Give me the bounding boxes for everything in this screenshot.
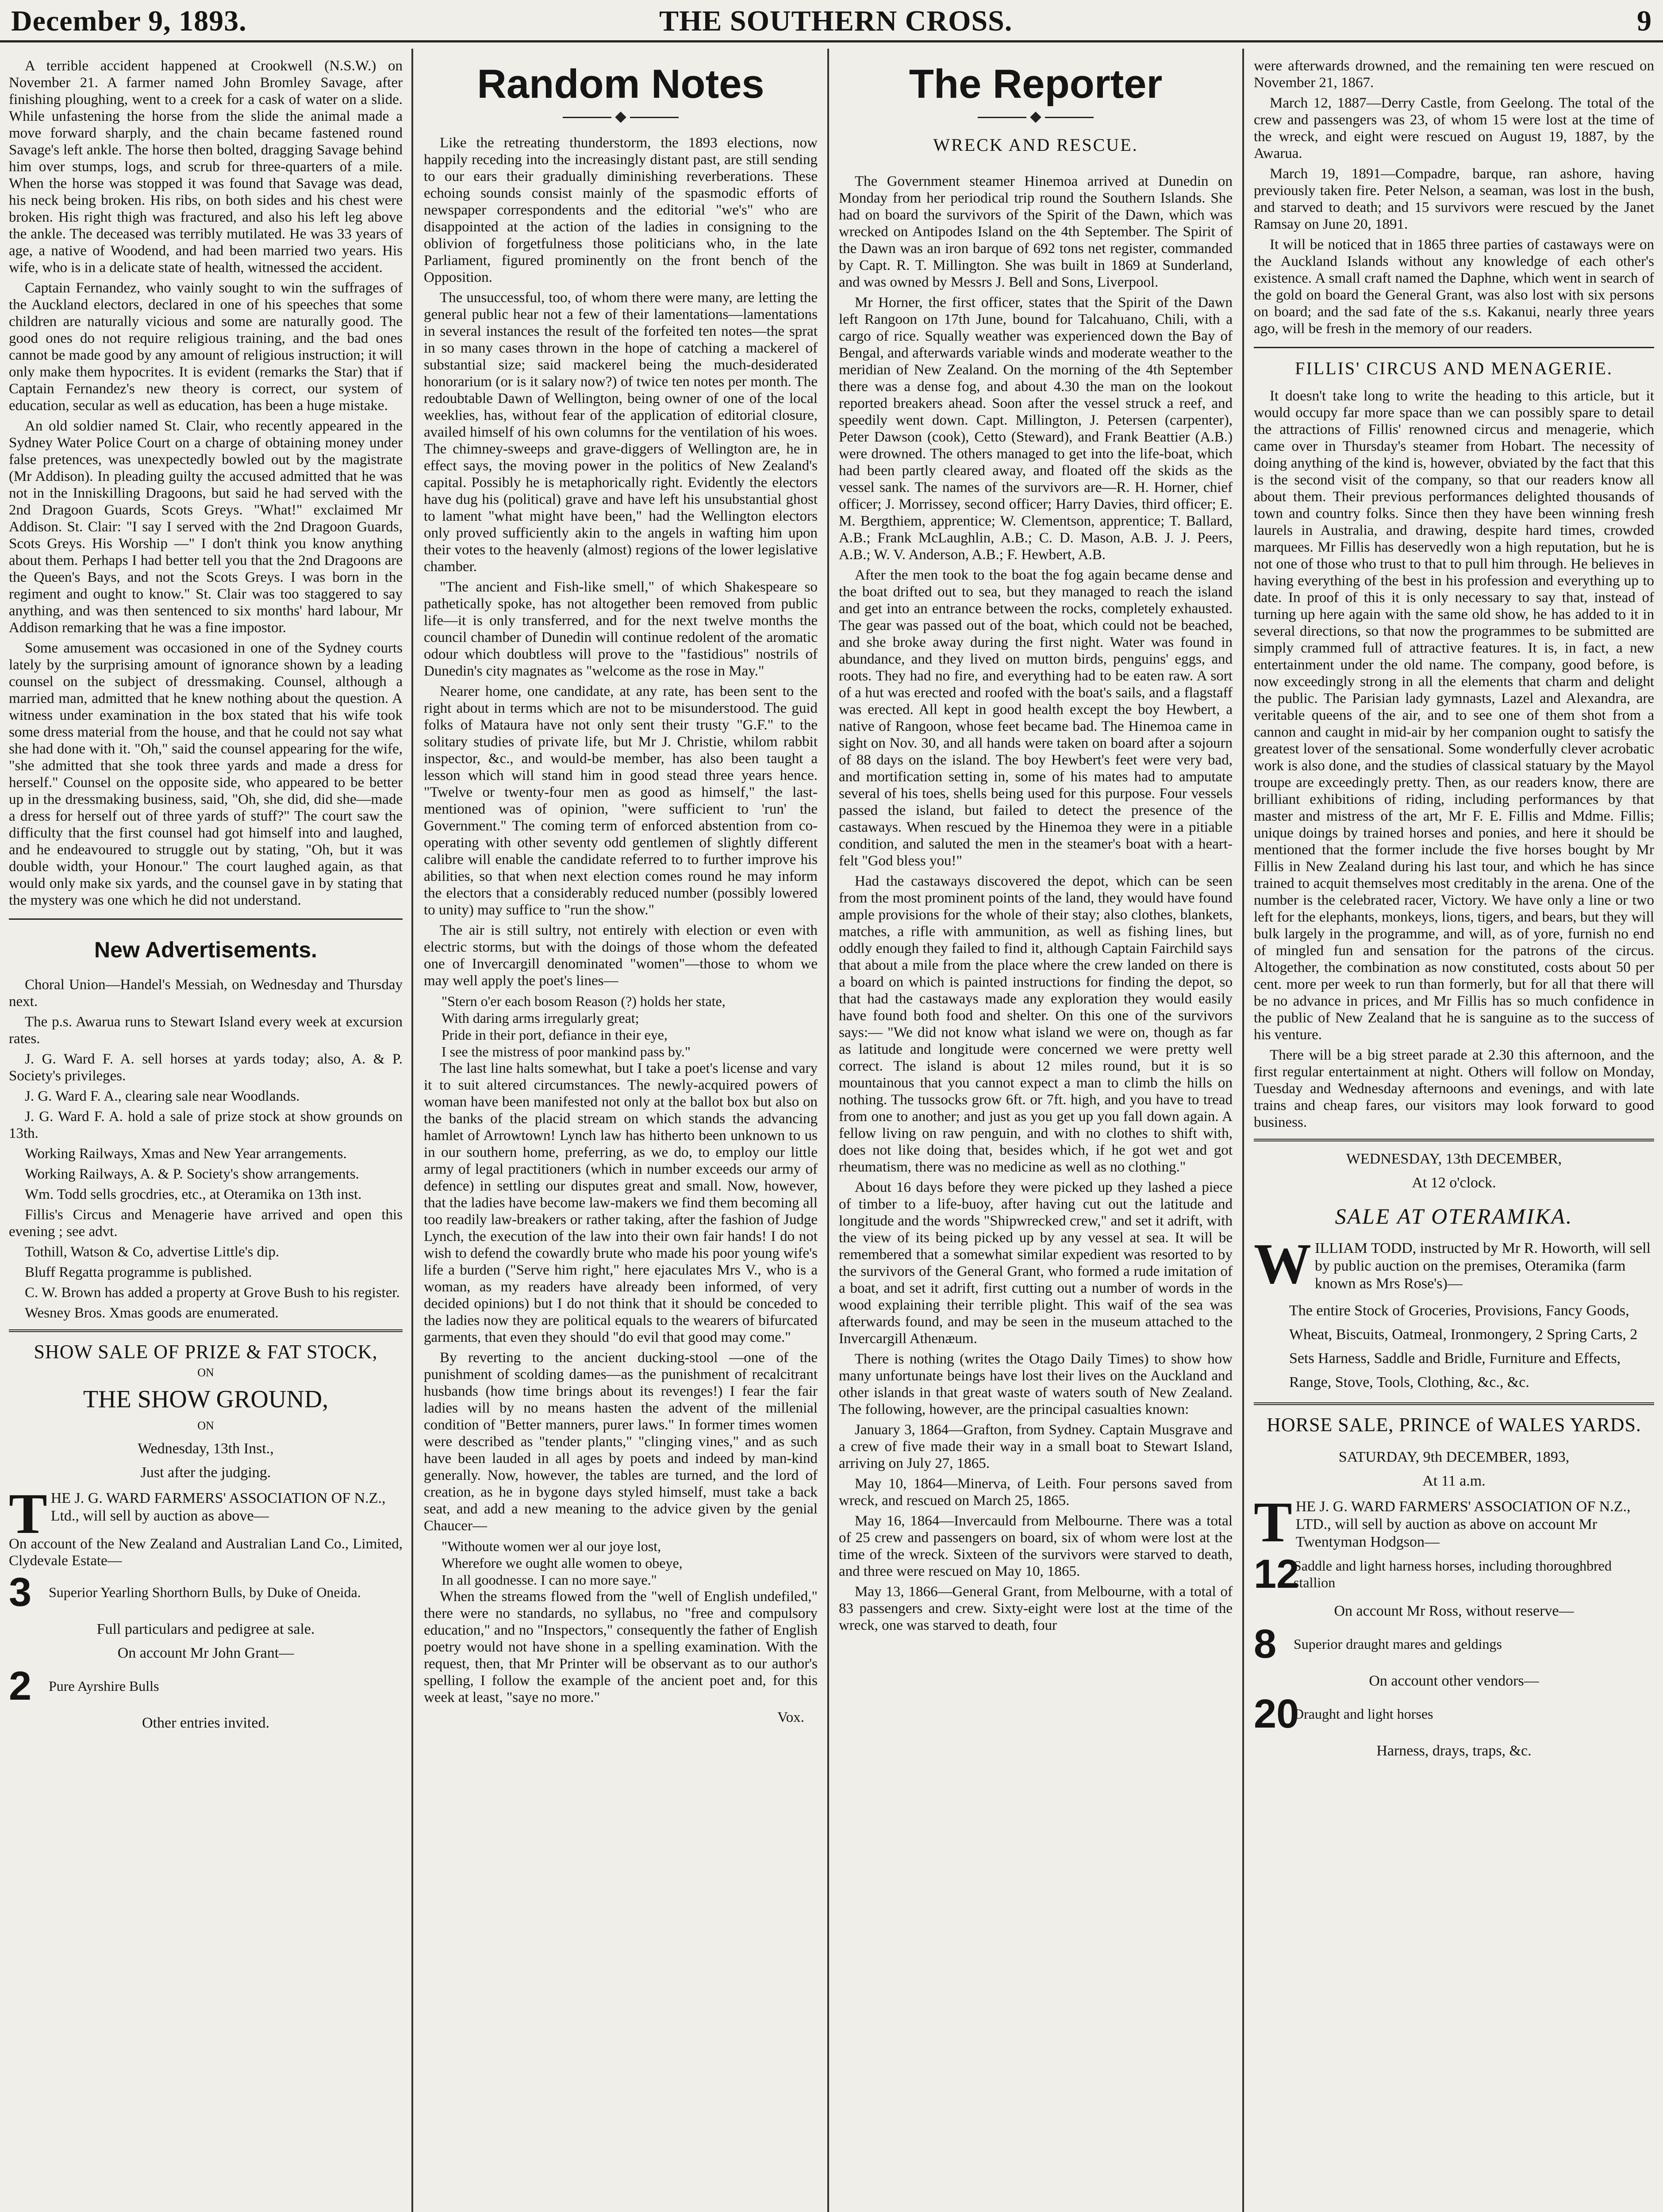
article-paragraph: were afterwards drowned, and the remaining ten were rescued on November 21, 1867. (1254, 58, 1654, 91)
ad-notice: The p.s. Awarua runs to Stewart Island every week at excursion rates. (9, 1014, 403, 1047)
article-paragraph: March 12, 1887—Derry Castle, from Geelong. The total of the crew and passengers was 23, of whom 15 were lost at the time of the wreck, and eight were rescued on August 19, 1887, by the Awarua. (1254, 95, 1654, 161)
article-paragraph: After the men took to the boat the fog again became dense and the boat drifted out to sea, but they managed to reach the island and get into an entrance between the rocks, completely exhausted. The gear was passed out of the boat, which could not be beached, and she broke away during the first night. Water was found in abundance, and they lived on mutton birds, penguins' eggs, and roots. They had no fire, and everything had to be eaten raw. A sort of a hut was erected and roofed with the boat's sails, and a flagstaff was erected. All kept in good health except the boy Hewbert, a native of Rangoon, whose feet became bad. The Hinemoa came in sight on Nov. 30, and all hands were taken on board after a sojourn of 88 days on the island. The boy Hewbert's feet were very bad, and mortification setting in, some of his mates had to amputate several of his toes, shells being used for this purpose. Four vessels passed the island, but failed to detect the presence of the castaways. When rescued by the Hinemoa they were in a pitiable condition, and saluted the men in the steamer's boat with a heart-felt "God bless you!" (839, 567, 1233, 869)
ad-note: Full particulars and pedigree at sale. (96, 1621, 315, 1637)
ad-notice: Bluff Regatta programme is published. (25, 1264, 252, 1280)
column-1 (9, 58, 403, 2212)
masthead-date: December 9, 1893. (11, 5, 247, 37)
ad-body (1254, 1232, 1654, 1296)
ad-notice: Wesney Bros. Xmas goods are enumerated. (25, 1305, 279, 1321)
verse-line: Pride in their port, defiance in their eye, (442, 1027, 668, 1043)
lot-description: Superior draught mares and geldings (1294, 1636, 1502, 1652)
reporter-heading: The Reporter (909, 61, 1163, 107)
masthead (0, 0, 1663, 42)
ad-account: On account of the New Zealand and Australian Land Co., Limited, Clydevale Estate— (9, 1536, 403, 1569)
ad-notice: J. G. Ward F. A., clearing sale near Woodlands. (25, 1088, 300, 1104)
column-divider (1242, 49, 1244, 2212)
ad-rule (9, 1329, 403, 1332)
article-paragraph: Mr Horner, the first officer, states that the Spirit of the Dawn left Rangoon on 17th June, bound for Talcahuano, Chili, with a cargo of rice. Squally weather was experienced down the Bay of Bengal, and afterwards variable winds and moderate weather to the meridian of New Zealand. On the morning of the 4th September there was a dense fog, and about 4.30 the man on the lookout reported breakers ahead. Soon after the vessel struck a reef, and speedily went down. Capt. Millington, J. Petersen (carpenter), Peter Dawson (cook), Cetto (Steward), and Frank Beattier (A.B.) were drowned. The others managed to get into the life-boat, which had been partly cleared away, and floated off the skids as the vessel sank. The names of the survivors are—R. H. Horner, chief officer; J. Morrissey, second officer; Harry Davies, third officer; E. M. Bergthiem, apprentice; W. Clementson, apprentice; T. Ballard, A.B.; Frank McLaughlin, A.B.; C. D. Mason, A.B. J. J. Peers, A.B.; W. V. Anderson, A.B.; F. Hewbert, A.B. (839, 295, 1233, 563)
ad-account: On account Mr Ross, without reserve— (1334, 1603, 1574, 1619)
ad-note: Other entries invited. (142, 1715, 269, 1731)
ornament-rule (839, 113, 1233, 121)
show-sale-advert (9, 1340, 403, 1733)
verse-line: "Withoute women wer al our joye lost, (442, 1538, 661, 1554)
horse-sale-advert (1254, 1413, 1654, 1761)
article-paragraph: May 16, 1864—Invercauld from Melbourne. There was a total of 25 crew and passengers on board, six of whom were lost at the time of the wreck. Sixteen of the survivors were starved to death, and three were rescued on May 10, 1865. (839, 1513, 1233, 1579)
author-signature: Vox. (777, 1709, 804, 1725)
ad-body-text: HE J. G. WARD FARMERS' ASSOCIATION OF N.Z., Ltd., will sell by auction as above— (50, 1490, 386, 1524)
column-divider (411, 49, 413, 2212)
article-paragraph: About 16 days before they were picked up they lashed a piece of timber to a life-buoy, after having cut out the latitude and longitude and the words "Shipwrecked crew," and set it adrift, with the view of its being picked up by any vessel at sea. It will be remembered that a somewhat similar expedient was resorted to by the survivors of the General Grant, who formed a rude imitation of a boat, and set it adrift, first cutting out a number of words in the wood explaining their terrible plight. This waif of the sea was afterwards found, and may be seen in the museum attached to the Invercargill Athenæum. (839, 1179, 1233, 1347)
article-paragraph: May 10, 1864—Minerva, of Leith. Four persons saved from wreck, and rescued on March 25, 1865. (839, 1476, 1233, 1509)
ad-notice: Tothill, Watson & Co, advertise Little's dip. (25, 1244, 280, 1260)
article-paragraph: There will be a big street parade at 2.30 this afternoon, and the first regular entertainment at night. Others will follow on Monday, Tuesday and Wednesday afternoons and evenings, and with late trains and cheap fares, our visitors may look forward to good business. (1254, 1047, 1654, 1130)
article-paragraph: Had the castaways discovered the depot, which can be seen from the most prominent points of the land, they would have found ample provisions for the whole of their stay; also clothes, blankets, matches, a rifle with ammunition, as well as fishing lines, but oddly enough they failed to find it, although Captain Fairchild says that about a mile from the place where the crew landed on there is a board on which is painted instructions for finding the depot, so that had the castaways made any exploration they would easily have found both food and shelter. On this one of the survivors says:— "We did not know what island we were on, though as far as latitude and longitude were concerned we were pretty well correct. The island is about 12 miles round, but it is so mountainous that you cannot expect a man to climb the hills on nothing. The tussocks grow 6ft. or 7ft. high, and you have to tread from one to another; and just as you get up you fall down again. A fellow living on raw penguin, and with no clothes to shift with, does not like doing that, besides which, if he got wet and got rheumatism, there was no medicine as well as no clothing." (839, 873, 1233, 1175)
article-paragraph: The Government steamer Hinemoa arrived at Dunedin on Monday from her periodical trip round the Southern Islands. She had on board the survivors of the Spirit of the Dawn, which was wrecked on Antipodes Island on the 4th September. The Spirit of the Dawn was an iron barque of 692 tons net register, commanded by Capt. R. T. Millington. She was built in 1869 at Sunderland, and was owned by Messrs J. Bell and Sons, Liverpool. (839, 173, 1233, 290)
goods-list: The entire Stock of Groceries, Provisions, Fancy Goods, Wheat, Biscuits, Oatmeal, Ironmongery, 2 Spring Carts, 2 Sets Harness, Saddle and Bridle, Furniture and Effects, Range, Stove, Tools, Clothing, &c., &c. (1289, 1302, 1638, 1390)
ad-rule (1254, 1139, 1654, 1141)
verse-line: Wherefore we ought alle women to obeye, (442, 1555, 683, 1571)
lot-description: Draught and light horses (1294, 1706, 1433, 1722)
ad-notice: Working Railways, A. & P. Society's show arrangements. (25, 1166, 359, 1182)
verse-line: "Stern o'er each bosom Reason (?) holds her state, (442, 993, 726, 1009)
article-paragraph: Nearer home, one candidate, at any rate, has been sent to the right about in terms which are not to be misunderstood. The guid folks of Mataura have not only sent their trusty "G.F." to the solitary studies of private life, but Mr J. Christie, whilom rabbit inspector, &c., and would-be member, has also been taught a lesson which will stand him in good stead three years hence. "Twelve or twenty-four men as good as himself," the last-mentioned was of opinion, "were sufficient to 'run' the Government." The coming term of enforced abstention from co-operating with other seventy odd gentlemen of slightly different calibre will enable the candidate referred to to further improve his abilities, so that when next election comes round he may inform the electors that a considerably reduced number (possibly lowered to unity) may suffice to "run the show." (424, 684, 818, 918)
article-paragraph: March 19, 1891—Compadre, barque, ran ashore, having previously taken fire. Peter Nelson, a seaman, was lost in the bush, and starved to death; and 15 survivors were rescued by the Janet Ramsay on June 20, 1891. (1254, 166, 1654, 232)
drop-cap: T (9, 1482, 47, 1546)
article-paragraph: There is nothing (writes the Otago Daily Times) to show how many unfortunate beings have lost their lives on the Auckland and other islands in that great waste of waters south of New Zealand. The following, however, are the principal casualties known: (839, 1351, 1233, 1417)
article-paragraph: It will be noticed that in 1865 three parties of castaways were on the Auckland Islands without any knowledge of each other's existence. A small craft named the Daphne, which went in search of the gold on board the General Grant, was also lost with six persons on board; and the sad fate of the s.s. Kakanui, nearly three years ago, will be fresh in the memory of our readers. (1254, 237, 1654, 337)
ad-on: ON (197, 1419, 214, 1432)
lot-number: 3 (9, 1570, 32, 1615)
ad-date: WEDNESDAY, 13th DECEMBER, (1346, 1151, 1562, 1167)
section-heading: New Advertisements. (94, 937, 317, 962)
masthead-title: THE SOUTHERN CROSS. (659, 5, 1013, 37)
ad-account: On account other vendors— (1369, 1673, 1539, 1689)
article-paragraph: May 13, 1866—General Grant, from Melbourne, with a total of 83 passengers and crew. Sixty-eight were lost at the time of the wreck, one was starved to death, four (839, 1584, 1233, 1633)
ad-notice: Working Railways, Xmas and New Year arrangements. (25, 1146, 347, 1162)
ad-rule (1254, 1402, 1654, 1405)
drop-cap: W (1254, 1232, 1311, 1296)
oteramika-sale-advert (1254, 1149, 1654, 1394)
column-4 (1254, 58, 1654, 2212)
ad-body (1254, 1490, 1654, 1554)
article-title: FILLIS' CIRCUS AND MENAGERIE. (1295, 358, 1613, 378)
article-paragraph: "The ancient and Fish-like smell," of which Shakespeare so pathetically spoke, has not altogether been removed from public life—it is only transferred, and for the next twelve months the council chamber of Dunedin will continue redolent of the aromatic odour which doubtless will prove to the "fastidious" nostrils of Dunedin's city magnates as "welcome as the rose in May." (424, 579, 818, 679)
ad-title: SALE AT OTERAMIKA. (1335, 1204, 1573, 1229)
ad-body-text: ILLIAM TODD, instructed by Mr R. Howorth, will sell by public auction on the premises, Oteramika (farm known as Mrs Rose's)— (1315, 1240, 1651, 1292)
verse-line: In all goodnesse. I can no more saye." (442, 1572, 657, 1588)
article-paragraph: The air is still sultry, not entirely with election or even with electric storms, but with the doings of those whom the defeated one of Invercargill denominated "women"—those to whom we may well apply the poet's lines— (424, 922, 818, 989)
lot-description: Saddle and light harness horses, including thoroughbred stallion (1294, 1558, 1612, 1590)
article-paragraph: It doesn't take long to write the heading to this article, but it would occupy far more space than we can possibly spare to detail the attractions of Fillis' renowned circus and menagerie, which came over in Thursday's steamer from Hobart. The necessity of doing anything of the kind is, however, obviated by the fact that this is the second visit of the company, so that our readers know all about them. Their previous performances delighted thousands of town and country folks. Since then they have been winning fresh laurels in Australia, and drawing, despite hard times, crowded marquees. Mr Fillis has deservedly won a high reputation, but he is not one of those who trust to that to pull him through. He believes in having everything of the best in his profession and everything up to date. In proof of this it is only necessary to say that, instead of turning up here again with the same old show, he has added to it in several directions, so that now the programmes to be submitted are simply crammed full of attractive features. It is, in fact, a new entertainment under the old name. The company, good before, is now exceedingly strong in all the elements that charm and delight the public. The Parisian lady gymnasts, Lazel and Alexandra, are veritable queens of the air, and to see one of them shot from a cannon and caught in mid-air by her companion ought to satisfy the greatest lover of the sensational. Some wonderfully clever acrobatic work is also done, and the studies of classical statuary by the Mayol troupe are exceedingly pretty. Then, as our readers know, there are brilliant exhibitions of riding, including performances by that master and mistress of the art, Mr F. E. Fillis and Mdme. Fillis; unique doings by trained horses and ponies, and here it should be mentioned that the former include the five horses bought by Mr Fillis in New Zealand during his last tour, and which he has since trained to acquit themselves most creditably in the arena. One of the number is the celebrated racer, Victory. We have only a line or two left for the elephants, monkeys, lions, tigers, and bears, but they will bulk largely in the programme, and will, as of yore, furnish no end of mingled fun and sensation for the patrons of the circus. Altogether, the combination as now constituted, costs about 50 per cent. more per week to run than formerly, but for all that there will be no advance in prices, and Mr Fillis has so much confidence in the public of New Zealand that he is sanguine as to the success of his venture. (1254, 388, 1654, 1043)
article-paragraph: The last line halts somewhat, but I take a poet's license and vary it to suit altered circumstances. The newly-acquired powers of woman have been manifested not only at the ballot box but also on the banks of the placid stream on which stands the advancing hamlet of Arrowtown! Lynch law has hitherto been unknown to us in our southern home, preferring, as we do, to employ our little army of legal practitioners (which in number exceeds our army of defence) in settling our disputes great and small. Now, however, that the ladies have become law-makers we find them becoming all too readily law-breakers or rather taking, after the fashion of Judge Lynch, the execution of the law into their own fair hands! I do not wish to defend the cowardly brute who made his poor young wife's life a burden ("Serve him right," here ejaculates Mrs V., who is a woman, as my readers have already been informed, of very decided opinions) but I do not think that it should be conceded to the ladies now they are political equals to the wearers of bifurcated garments, that even they should "do evil that good may come." (424, 1060, 818, 1345)
ad-title: HORSE SALE, PRINCE of WALES YARDS. (1267, 1414, 1641, 1436)
ad-body (9, 1482, 403, 1546)
article-paragraph: The unsuccessful, too, of whom there were many, are letting the general public hear not a few of their lamentations—lamentations in several instances the result of the forfeited ten notes—the sprat in so many cases thrown in the hope of catching a mackerel of substantial size; said mackerel being the much-desiderated honorarium (or is it salary now?) of twice ten notes per month. The redoubtable Dawn of Wellington, being owner of one of the local weeklies, has, without fear of the application of editorial closure, availed himself of his own columns for the ventilation of his woes. The chimney-sweeps and grave-diggers of Wellington are, he in effect says, the moving power in the politics of New Zealand's capital. Possibly he is metaphorically right. Evidently the electors have dug his (political) grave and have left his unsubstantial ghost to lament "what might have been," had the Wellington electors only proved sufficiently akin to the angels in wafting him upon their votes to the heavenly (almost) regions of the lower legislative chamber. (424, 290, 818, 575)
page-number: 9 (1637, 5, 1652, 37)
lot-entry (9, 1663, 403, 1709)
quoted-verse (424, 1538, 818, 1588)
ad-body-text: HE J. G. WARD FARMERS' ASSOCIATION OF N.Z., LTD., will sell by auction as above on account Mr Twentyman Hodgson— (1295, 1498, 1631, 1550)
ad-notice: C. W. Brown has added a property at Grove Bush to his register. (25, 1285, 400, 1301)
drop-cap: T (1254, 1490, 1292, 1554)
ad-notice: Wm. Todd sells grocdries, etc., at Oteramika on 13th inst. (25, 1187, 362, 1202)
article-paragraph: Captain Fernandez, who vainly sought to win the suffrages of the Auckland electors, declared in one of his speeches that some children are naturally vicious and some are naturally good. The good ones do not require religious training, and the bad ones cannot be made good by any amount of religious instruction; it will only make them hypocrites. It is evident (remarks the Star) that if Captain Fernandez's new theory is correct, our system of education, secular as well as education, has been a huge mistake. (9, 280, 403, 414)
ad-account: On account Mr John Grant— (117, 1645, 294, 1661)
article-paragraph: January 3, 1864—Grafton, from Sydney. Captain Musgrave and a crew of five made their way in a small boat to Stewart Island, arriving on July 27, 1865. (839, 1422, 1233, 1471)
ad-notice: Fillis's Circus and Menagerie have arrived and open this evening ; see advt. (9, 1207, 403, 1240)
ad-title: SHOW SALE OF PRIZE & FAT STOCK, (34, 1341, 378, 1363)
ad-time: At 11 a.m. (1422, 1473, 1486, 1489)
ornament-rule (424, 113, 818, 121)
lot-entry (1254, 1551, 1654, 1597)
section-rule (9, 918, 403, 920)
lot-entry (1254, 1621, 1654, 1667)
ad-venue: THE SHOW GROUND, (83, 1386, 329, 1413)
column-divider (827, 49, 829, 2212)
column-2 (424, 58, 818, 2212)
lot-description: Pure Ayrshire Bulls (49, 1678, 159, 1694)
ad-time: At 12 o'clock. (1412, 1175, 1496, 1191)
article-paragraph: A terrible accident happened at Crookwell (N.S.W.) on November 21. A farmer named John Bromley Savage, after finishing ploughing, went to a creek for a cask of water on a slide. While unfastening the horse from the slide the animal made a move forward sharply, and the chain became fastened round Savage's left ankle. The horse then bolted, dragging Savage behind him over stumps, logs, and scrub for three-quarters of a mile. When the horse was stopped it was found that Savage was dead, his neck being broken. His ribs, on both sides and his chest were broken. His right thigh was fractured, and also his left leg above the ankle. The deceased was terribly mutilated. He was 33 years of age, a native of Woodend, and had been married two years. His wife, who is in a delicate state of health, witnessed the accident. (9, 58, 403, 276)
article-paragraph: Like the retreating thunderstorm, the 1893 elections, now happily receding into the increasingly distant past, are still sending to our ears their gradually diminishing reverberations. These echoing sounds consist mainly of the spasmodic efforts of newspaper correspondents and the editorial "we's" who are disappointed at the action of the ladies in consigning to the oblivion of forgetfulness those politicians who, in the late Parliament, figured prominently on the front bench of the Opposition. (424, 135, 818, 285)
column-3 (839, 58, 1233, 2212)
section-rule (1254, 347, 1654, 348)
article-paragraph: Some amusement was occasioned in one of the Sydney courts lately by the surprising amount of ignorance shown by a leading counsel on the subject of dressmaking. Counsel, although a married man, admitted that he knew nothing about the question. A witness under examination in the box stated that his wife took some dress material from the house, and that he could not say what she had done with it. "Oh," said the counsel appearing for the wife, "she admitted that she took three yards and made a dress for herself." Counsel on the opposite side, who appeared to be better up in the dressmaking business, said, "Oh, she did, did she—made a dress for herself out of three yards of stuff?" The court saw the difficulty that the first counsel had got himself into and laughed, and he endeavoured to struggle out by stating, "Oh, but it was double width, your Honour." The court laughed again, as that would only make six yards, and the counsel gave in by stating that the mystery was one which he did not understand. (9, 640, 403, 908)
ad-notice: J. G. Ward F. A. hold a sale of prize stock at show grounds on 13th. (9, 1109, 403, 1141)
verse-line: I see the mistress of poor mankind pass by." (442, 1044, 691, 1060)
lot-number: 2 (9, 1663, 32, 1709)
lot-number: 8 (1254, 1621, 1277, 1667)
article-paragraph: By reverting to the ancient ducking-stool —one of the punishment of scolding dames—as the punishment of recalcitrant husbands (how time brings about its revenges!) I fear the fair ladies will by no means hasten the advent of the millenial condition of "Better manners, purer laws." In former times women were described as "tender plants," "clinging vines," and as such have been lauded in all ages by poets and indeed by man-kind generally. Now, however, the tables are turned, and the lord of creation, as he in bygone days styled himself, must take a back seat, and add a new meaning to the advice given by the genial Chaucer— (424, 1350, 818, 1534)
article-paragraph: When the streams flowed from the "well of English undefiled," there were no standards, no syllabus, no "free and compulsory education," and no "Inspectors," consequently the father of English poetry would not have shone in a spelling examination. With the request, then, that Mr Printer will be observant as to our author's spelling, I follow the example of the ancient poet and, for this week at least, "saye no more." (424, 1589, 818, 1705)
ad-notice: J. G. Ward F. A. sell horses at yards today; also, A. & P. Society's privileges. (9, 1051, 403, 1084)
lot-entry (9, 1570, 403, 1615)
ad-note: Harness, drays, traps, &c. (1376, 1743, 1532, 1759)
ad-on: ON (197, 1366, 214, 1379)
verse-line: With daring arms irregularly great; (442, 1010, 639, 1026)
ad-notice: Choral Union—Handel's Messiah, on Wednesday and Thursday next. (9, 977, 403, 1010)
lot-number: 12 (1254, 1551, 1299, 1597)
lot-description: Superior Yearling Shorthorn Bulls, by Duke of Oneida. (49, 1584, 361, 1600)
random-notes-heading: Random Notes (477, 61, 764, 107)
lot-number: 20 (1254, 1691, 1299, 1736)
article-paragraph: An old soldier named St. Clair, who recently appeared in the Sydney Water Police Court on a charge of obtaining money under false pretences, was unexpectedly bowled out by the magistrate (Mr Addison). In pleading guilty the accused admitted that he was not in the Inniskilling Dragoons, but said he had served with the 2nd Dragoon Guards, Scots Greys. "What!" exclaimed Mr Addison. St. Clair: "I say I served with the 2nd Dragoon Guards, Scots Greys. His Worship —" I don't think you know anything about them. Perhaps I had better tell you that the 2nd Dragoons are the Queen's Bays, and not the Scots Greys. I was born in the regiment and ought to know." St. Clair was too staggered to say anything, and was then sentenced to six months' hard labour, Mr Addison remarking that he was a fine impostor. (9, 418, 403, 636)
ad-date: SATURDAY, 9th DECEMBER, 1893, (1338, 1449, 1570, 1465)
ad-date: Wednesday, 13th Inst., (138, 1440, 274, 1457)
ad-time: Just after the judging. (140, 1464, 271, 1481)
article-title: WRECK AND RESCUE. (933, 135, 1138, 155)
quoted-verse (424, 993, 818, 1060)
lot-entry (1254, 1691, 1654, 1736)
